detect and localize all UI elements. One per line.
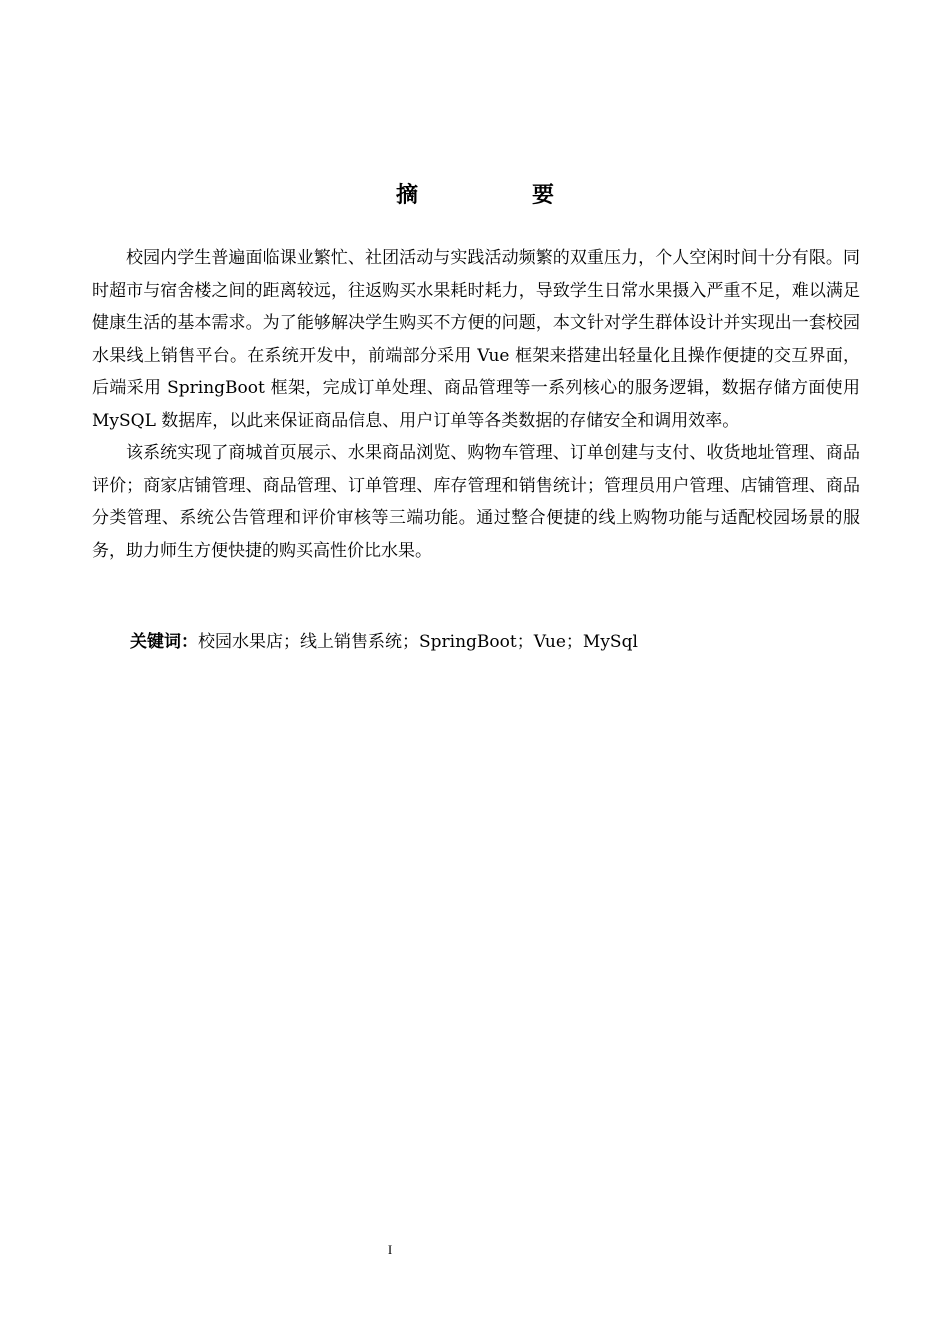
page-number: I xyxy=(387,1242,393,1257)
abstract-paragraph-1: 校园内学生普遍面临课业繁忙、社团活动与实践活动频繁的双重压力，个人空闲时间十分有限。同时超市与宿舍楼之间的距离较远，往返购买水果耗时耗力，导致学生日常水果摄入严重不足，难以满足健康生活的基本需求。为了能够解决学生购买不方便的问题，本文针对学生群体设计并实现出一套校园水果线上销售平台。在系统开发中，前端部分采用 Vue 框架来搭建出轻量化且操作便捷的交互界面，后端采用 SpringBoot 框架，完成订单处理、商品管理等一系列核心的服务逻辑，数据存储方面使用 MySQL 数据库，以此来保证商品信息、用户订单等各类数据的存储安全和调用效率。 xyxy=(92,248,860,431)
keywords-values: 校园水果店；线上销售系统；SpringBoot；Vue；MySql xyxy=(198,632,638,652)
keywords-label: 关键词： xyxy=(130,632,198,652)
keywords-line xyxy=(130,628,860,656)
abstract-body xyxy=(92,242,860,567)
abstract-paragraph-2: 该系统实现了商城首页展示、水果商品浏览、购物车管理、订单创建与支付、收货地址管理、商品评价；商家店铺管理、商品管理、订单管理、库存管理和销售统计；管理员用户管理、店铺管理、商品分类管理、系统公告管理和评价审核等三端功能。通过整合便捷的线上购物功能与适配校园场景的服务，助力师生方便快捷的购买高性价比水果。 xyxy=(92,443,860,561)
abstract-heading: 摘 要 xyxy=(395,183,600,208)
